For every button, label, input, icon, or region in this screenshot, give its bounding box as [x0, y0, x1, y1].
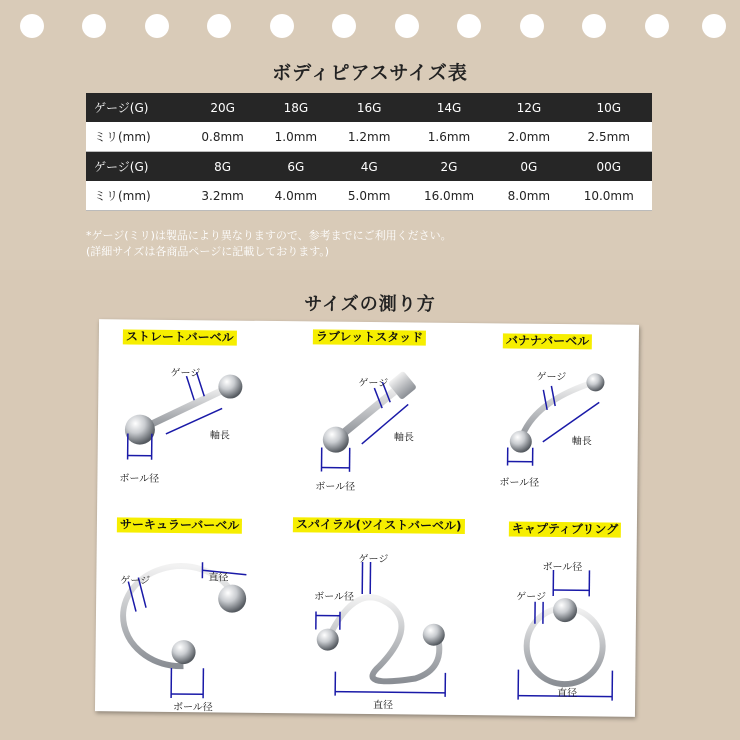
table-cell: 16.0mm [406, 181, 492, 211]
gauge-label: ゲージ [516, 591, 547, 603]
table-cell: 00G [566, 152, 652, 182]
circular-ball [171, 640, 195, 664]
row-header: ミリ(mm) [86, 122, 186, 152]
length-label: 軸長 [209, 430, 230, 442]
binder-hole [207, 14, 231, 38]
row-header: ゲージ(G) [86, 93, 186, 122]
table-cell: 14G [406, 93, 492, 122]
table-cell: 16G [333, 93, 406, 122]
row-header: ミリ(mm) [86, 181, 186, 211]
table-cell: 0G [492, 152, 565, 182]
table-row [86, 181, 652, 211]
table-cell: 5.0mm [333, 181, 406, 211]
table-cell: 10.0mm [566, 181, 652, 211]
table-cell: 2.0mm [492, 122, 565, 152]
table-row [86, 122, 652, 152]
binder-hole [457, 14, 481, 38]
measure-panel [95, 319, 639, 717]
note-line: (詳細サイズは各商品ページに記載しております。) [86, 245, 330, 258]
table-cell: 3.2mm [186, 181, 259, 211]
table-cell: 4.0mm [259, 181, 332, 211]
binder-hole [702, 14, 726, 38]
gauge-label: ゲージ [358, 553, 389, 566]
binder-hole [20, 14, 44, 38]
notebook-hole-strip [0, 0, 740, 60]
banana-barbell-title: バナナバーベル [503, 333, 592, 349]
barbell-ball [125, 414, 155, 444]
table-cell: 2G [406, 152, 492, 182]
row-header: ゲージ(G) [86, 152, 186, 182]
barbell-ball [218, 374, 242, 398]
gauge-label: ゲージ [120, 575, 151, 587]
table-cell: 1.0mm [259, 122, 332, 152]
table-row [86, 93, 652, 122]
length-label: 軸長 [393, 432, 414, 444]
ball-label: ボール径 [315, 481, 356, 493]
circular-ball [218, 584, 246, 612]
binder-hole [582, 14, 606, 38]
banana-ball [586, 373, 604, 391]
dimension-lines [508, 385, 600, 466]
captive-ring-title: キャプティブリング [509, 521, 621, 537]
binder-hole [145, 14, 169, 38]
table-cell: 2.5mm [566, 122, 652, 152]
diameter-label: 直径 [372, 700, 394, 712]
gauge-label: ゲージ [536, 371, 567, 384]
table-cell: 20G [186, 93, 259, 122]
banana-ball [510, 430, 532, 452]
ball-label: ボール径 [172, 701, 213, 714]
table-row [86, 152, 652, 182]
gauge-label: ゲージ [358, 377, 389, 390]
table-cell: 1.2mm [333, 122, 406, 152]
binder-hole [332, 14, 356, 38]
circular-barbell-title: サーキュラーバーベル [117, 517, 243, 533]
spiral-title: スパイラル(ツイストバーベル) [293, 517, 465, 534]
diameter-label: 直径 [208, 572, 229, 584]
table-cell: 8G [186, 152, 259, 182]
table-cell: 1.6mm [406, 122, 492, 152]
diameter-label: 直径 [557, 688, 578, 700]
size-chart-title: ボディピアスサイズ表 [272, 62, 468, 84]
table-cell: 18G [259, 93, 332, 122]
spiral-coil [327, 597, 440, 682]
ball-label: ボール径 [314, 591, 355, 603]
binder-hole [270, 14, 294, 38]
labret-shaft [338, 386, 401, 439]
ball-label: ボール径 [119, 473, 160, 485]
table-cell: 8.0mm [492, 181, 565, 211]
spiral-ball [317, 628, 339, 650]
circular-barbell-figure [113, 547, 275, 699]
measure-section-title: サイズの測り方 [304, 294, 436, 315]
table-cell: 10G [566, 93, 652, 122]
ball-label: ボール径 [542, 561, 583, 574]
table-cell: 12G [492, 93, 565, 122]
binder-hole [520, 14, 544, 38]
size-chart-table [86, 93, 652, 211]
binder-hole [645, 14, 669, 38]
table-cell: 6G [259, 152, 332, 182]
labret-stud-title: ラブレットスタッド [313, 329, 426, 345]
table-cell: 0.8mm [186, 122, 259, 152]
length-label: 軸長 [571, 436, 592, 448]
straight-barbell-title: ストレートバーベル [123, 329, 237, 345]
table-cell: 4G [333, 152, 406, 182]
binder-hole [82, 14, 106, 38]
note-line: *ゲージ(ミリ)は製品により異なりますので、参考までにご利用ください。 [86, 229, 452, 242]
binder-hole [395, 14, 419, 38]
ball-label: ボール径 [499, 477, 540, 489]
size-chart-notes [86, 228, 452, 260]
gauge-label: ゲージ [170, 367, 201, 380]
spiral-figure [295, 547, 457, 699]
captive-ball [553, 598, 577, 622]
